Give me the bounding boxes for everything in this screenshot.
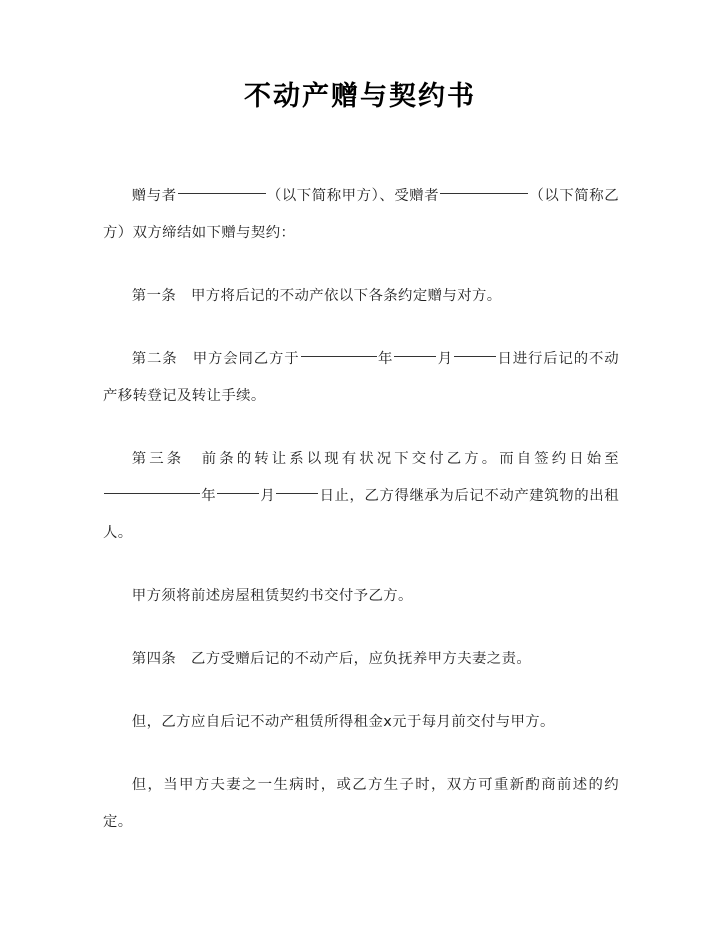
paragraph-preamble [103, 178, 619, 252]
page-title: 不动产赠与契约书 [244, 81, 476, 112]
text-run: 第一条 甲方将后记的不动产依以下各条约定赠与对方。 [131, 288, 502, 304]
text-run: 年 [377, 351, 394, 367]
fill-in-blank[interactable] [454, 341, 496, 357]
text-run: 日进行后记的不动产移转登记及转让手续。 [103, 351, 620, 404]
text-run: 月 [437, 351, 453, 367]
paragraph-article-3 [103, 441, 619, 552]
fill-in-blank[interactable] [394, 341, 436, 357]
text-run: 但，当甲方夫妻之一生病时，或乙方生子时，双方可重新酌商前述的约定。 [103, 777, 619, 830]
text-run: 日止，乙方得继承为后记不动产建筑物的出租人。 [103, 488, 620, 541]
text-run: 第三条 前条的转让系以现有状况下交付乙方。而自签约日始至 [131, 451, 619, 467]
paragraph-article-2 [103, 341, 619, 415]
text-run: （以下简称乙方）双方缔结如下赠与契约： [103, 188, 619, 241]
fill-in-blank[interactable] [276, 478, 318, 494]
fill-in-blank[interactable] [217, 478, 259, 494]
paragraph-article-4-note-1 [103, 704, 619, 741]
paragraph-article-4-note-2 [103, 767, 619, 841]
paragraph-article-4 [103, 641, 619, 678]
document-body [103, 178, 619, 867]
text-run: 赠与者 [131, 188, 177, 204]
paragraph-article-1 [103, 278, 619, 315]
fill-in-blank[interactable] [440, 178, 528, 194]
paragraph-article-3-note [103, 578, 619, 615]
text-run: 月 [260, 488, 276, 504]
text-run: 第四条 乙方受赠后记的不动产后，应负抚养甲方夫妻之责。 [131, 651, 532, 667]
fill-in-blank[interactable] [104, 478, 200, 494]
text-run: 年 [201, 488, 217, 504]
text-run: 第二条 甲方会同乙方于 [131, 351, 300, 367]
text-run: 但，乙方应自后记不动产租赁所得租金x元于每月前交付与甲方。 [131, 714, 555, 730]
text-run: （以下简称甲方）、受赠者 [266, 188, 440, 204]
fill-in-blank[interactable] [301, 341, 377, 357]
text-run: 甲方须将前述房屋租赁契约书交付予乙方。 [131, 588, 413, 604]
fill-in-blank[interactable] [178, 178, 266, 194]
